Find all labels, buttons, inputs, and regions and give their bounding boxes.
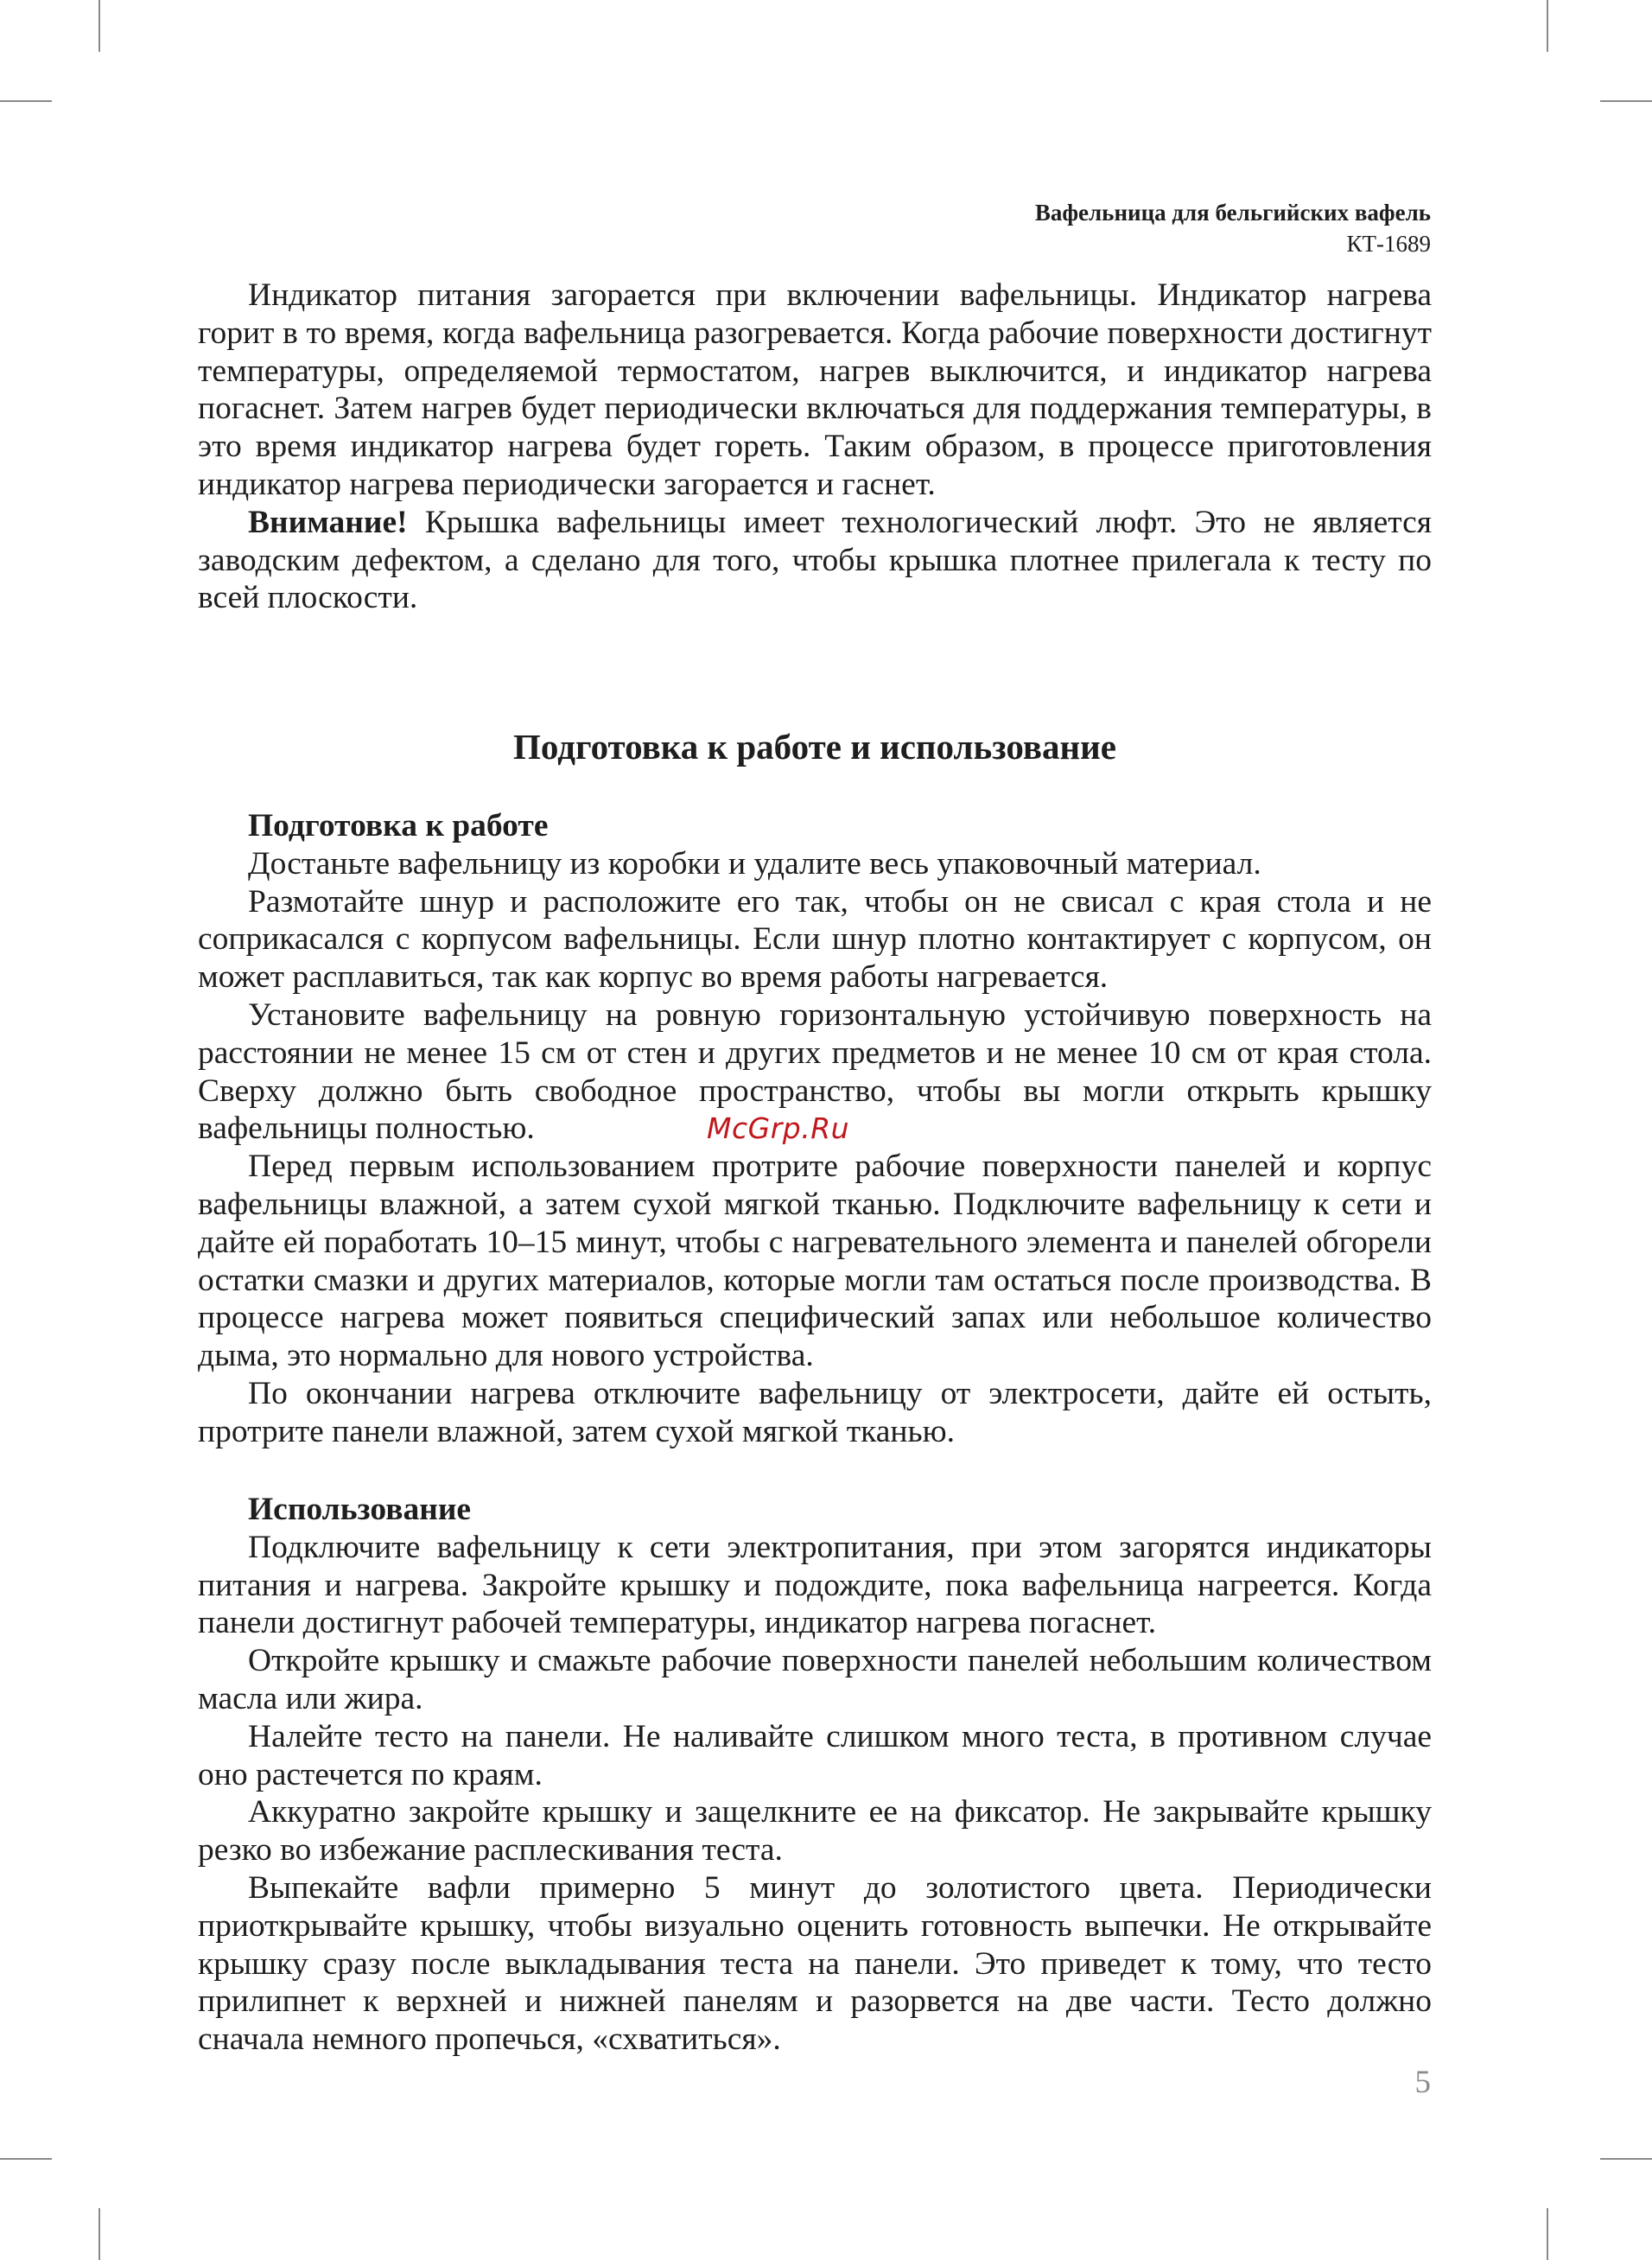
usage-block — [198, 1491, 1432, 2059]
running-header — [1035, 197, 1431, 259]
paragraph: Налейте тесто на панели. Не наливайте слишком много теста, в противном случае оно растечется по краям. — [198, 1718, 1432, 1792]
section-title: Подготовка к работе и использование — [513, 727, 1116, 767]
preparation-heading: Подготовка к работе — [248, 808, 549, 844]
intro-block — [198, 277, 1432, 617]
paragraph: Откройте крышку и смажьте рабочие поверхности панелей небольшим количеством масла или жира. — [198, 1643, 1432, 1716]
crop-mark — [98, 0, 100, 52]
paragraph: Установите вафельницу на ровную горизонтальную устойчивую поверхность на расстоянии не менее 15 см от стен и других предметов и не менее 10 см от края стола. Сверху должно быть свободное пространство, чтобы вы могли открыть крышку вафельницы полностью. — [198, 996, 1432, 1147]
paragraph: Аккуратно закройте крышку и защелкните ее на фиксатор. Не закрывайте крышку резко во избежание расплескивания теста. — [198, 1794, 1432, 1868]
crop-mark — [0, 2158, 52, 2160]
crop-mark — [1547, 0, 1548, 52]
crop-mark — [0, 100, 52, 102]
intro-paragraph: Индикатор питания загорается при включении вафельницы. Индикатор нагрева горит в то время, когда вафельница разогревается. Когда рабочие поверхности достигнут температуры, определяемой термостатом, нагрев выключится, и индикатор нагрева погаснет. Затем нагрев будет периодически включаться для поддержания температуры, в это время индикатор нагрева будет гореть. Таким образом, в процессе приготовления индикатор нагрева периодически загорается и гаснет. — [198, 277, 1432, 502]
crop-mark — [1600, 100, 1652, 102]
paragraph: Размотайте шнур и расположите его так, чтобы он не свисал с края стола и не соприкасался с корпусом вафельницы. Если шнур плотно контактирует с корпусом, он может расплавиться, так как корпус во время работы нагревается. — [198, 883, 1432, 996]
paragraph: Достаньте вафельницу из коробки и удалите весь упаковочный материал. — [248, 845, 1261, 882]
page-number: 5 — [1414, 2065, 1431, 2100]
paragraph: Выпекайте вафли примерно 5 минут до золотистого цвета. Периодически приоткрывайте крышку, чтобы визуально оценить готовность выпечки. Не открывайте крышку сразу после выкладывания теста на панели. Это приведет к тому, что тесто прилипнет к верхней и нижней панелям и разорвется на две части. Тесто должно сначала немного пропечься, «схватиться». — [198, 1869, 1432, 2058]
usage-heading: Использование — [248, 1492, 472, 1527]
crop-mark — [1547, 2208, 1548, 2260]
warning-label: Внимание! — [248, 504, 408, 540]
warning-paragraph — [198, 504, 1432, 617]
paragraph: Подключите вафельницу к сети электропитания, при этом загорятся индикаторы питания и нагрева. Закройте крышку и подождите, пока вафельница нагреется. Когда панели достигнут рабочей температуры, индикатор нагрева погаснет. — [198, 1529, 1432, 1641]
crop-mark — [98, 2208, 100, 2260]
crop-mark — [1600, 2158, 1652, 2160]
paragraph: Перед первым использованием протрите рабочие поверхности панелей и корпус вафельницы влажной, а затем сухой мягкой тканью. Подключите вафельницу к сети и дайте ей поработать 10–15 минут, чтобы с нагревательного элемента и панелей обгорели остатки смазки и других материалов, которые могли там остаться после производства. В процессе нагрева может появиться специфический запах или небольшое количество дыма, это нормально для нового устройства. — [198, 1149, 1432, 1374]
header-title: Вафельница для бельгийских вафель — [1034, 200, 1431, 226]
watermark-link[interactable]: McGrp.Ru — [707, 1111, 850, 1145]
header-model: КТ-1689 — [1346, 231, 1431, 257]
paragraph: По окончании нагрева отключите вафельницу от электросети, дайте ей остыть, протрите панели влажной, затем сухой мягкой тканью. — [198, 1375, 1432, 1449]
warning-text: Крышка вафельницы имеет технологический люфт. Это не является заводским дефектом, а сделано для того, чтобы крышка плотнее прилегала к тесту по всей плоскости. — [198, 504, 1432, 616]
